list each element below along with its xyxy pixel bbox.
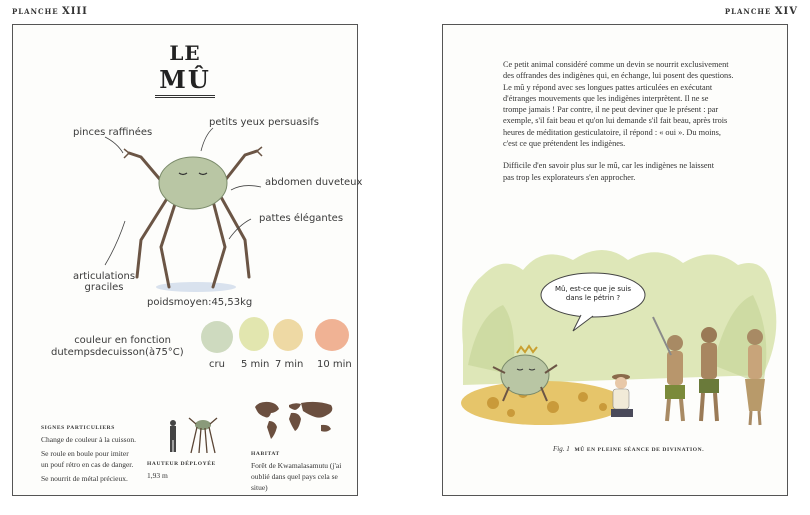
- annotation-articulations: [73, 271, 135, 293]
- swatch-label-7min: 7 min: [275, 359, 304, 370]
- plate-label-text: PLANCHE: [724, 7, 772, 16]
- plate-label-left: [12, 6, 88, 17]
- color-label-line1: couleur en fonction: [74, 335, 171, 346]
- signes-line4: Se nourrit de métal précieux.: [41, 474, 128, 483]
- right-page: [442, 24, 788, 496]
- swatch-label-10min: 10 min: [317, 359, 352, 370]
- hauteur-value: 1,93 m: [147, 471, 168, 480]
- plate-number: XIII: [61, 6, 88, 17]
- habitat: [251, 449, 355, 493]
- signes-line1: Change de couleur à la cuisson.: [41, 435, 136, 444]
- swatch-label-cru: cru: [209, 359, 225, 370]
- annotation-pattes: pattes élégantes: [259, 213, 344, 224]
- swatch-label-5min: 5 min: [241, 359, 270, 370]
- caption-figure-number: Fig. 1: [553, 445, 570, 453]
- habitat-line2: oublié dans quel pays cela se situe): [251, 472, 338, 492]
- signes-line3: un pouf rétro en cas de danger.: [41, 460, 134, 469]
- color-swatch-7min: [273, 319, 303, 351]
- paragraph-1: Ce petit animal considéré comme un devin se nourrit exclusivement des offrandes des indigènes qui, en échange, lui posent des questions. Le mû y répond avec ses longues pattes articulées en exécutant d'étranges mouvements que les indigènes interprètent. Il ne se trompe jamais ! Par contre, il ne peut deviner que le présent : par exemple, s'il fait beau et qu'on lui demande s'il fait beau, après trois heures de méditation gesticulatoire, il répond : « oui ». Du moins, c'est ce que prétendent les indigènes.: [503, 60, 734, 149]
- left-page: [12, 24, 363, 496]
- annotation-yeux: petits yeux persuasifs: [209, 117, 320, 128]
- annotation-articulations-line1: articulations: [73, 271, 136, 282]
- title-line-1: LE: [169, 41, 201, 65]
- plate-label-right: [725, 6, 798, 17]
- annotation-pinces: pinces raffinées: [73, 127, 153, 138]
- plate-number: XIV: [774, 6, 798, 17]
- speech-bubble: [541, 285, 645, 303]
- signes-heading: SIGNES PARTICULIERS: [41, 425, 115, 431]
- habitat-line1: Forêt de Kwamalasamutu (j'ai: [251, 461, 342, 470]
- caption-text: MÛ EN PLEINE SÉANCE DE DIVINATION.: [574, 447, 705, 453]
- paragraph-2: Difficile d'en savoir plus sur le mû, car les indigènes ne laissent pas trop les explorateurs s'en approcher.: [503, 161, 715, 182]
- color-swatch-5min: [239, 317, 269, 351]
- color-label-line2: dutempsdecuisson(à75°C): [51, 347, 184, 358]
- divination-scene-illustration: [443, 235, 787, 435]
- world-map-icon: [251, 397, 341, 441]
- speech-bubble-line1: Mû, est-ce que je suis: [554, 285, 632, 293]
- signes-particuliers: [41, 423, 151, 484]
- figure-caption: [553, 445, 704, 453]
- hauteur-deployee: [147, 459, 216, 481]
- annotation-articulations-line2: graciles: [84, 282, 124, 293]
- annotation-poids: poidsmoyen:45,53kg: [147, 297, 253, 308]
- height-comparison-illustration: [163, 415, 223, 455]
- plate-label-text: PLANCHE: [12, 7, 59, 16]
- color-section-label: [51, 335, 184, 359]
- habitat-heading: HABITAT: [251, 451, 280, 457]
- title-line-2: MÛ: [155, 65, 215, 98]
- description-text: [503, 59, 773, 194]
- annotation-abdomen: abdomen duveteux: [265, 177, 363, 188]
- hauteur-heading: HAUTEUR DÉPLOYÉE: [147, 461, 216, 467]
- signes-line2: Se roule en boule pour imiter: [41, 449, 129, 458]
- color-swatch-cru: [201, 321, 233, 353]
- speech-bubble-line2: dans le pétrin ?: [565, 294, 621, 302]
- color-swatch-10min: [315, 319, 349, 351]
